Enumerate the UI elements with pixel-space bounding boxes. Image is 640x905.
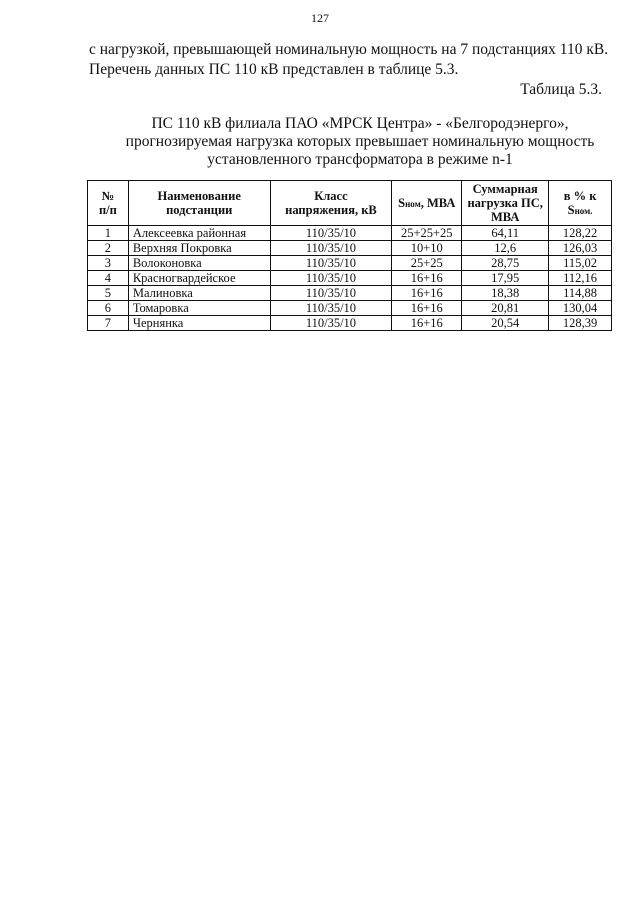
table-row — [88, 241, 612, 256]
cell-total-load: 28,75 — [462, 256, 549, 271]
body-line-1: с нагрузкой, превышающей номинальную мощность на 7 подстанциях 110 кВ. — [89, 41, 609, 58]
cell-substation-name: Чернянка — [128, 316, 270, 331]
cell-percent: 126,03 — [549, 241, 612, 256]
cell-total-load: 64,11 — [462, 226, 549, 241]
page-number: 127 — [311, 11, 329, 25]
table-row — [88, 271, 612, 286]
cell-total-load: 12,6 — [462, 241, 549, 256]
header-substation-name: Наименование подстанции — [128, 181, 270, 226]
cell-percent: 128,22 — [549, 226, 612, 241]
cell-number: 2 — [88, 241, 129, 256]
cell-voltage-class: 110/35/10 — [270, 271, 392, 286]
cell-number: 6 — [88, 301, 129, 316]
table-label: Таблица 5.3. — [520, 81, 602, 98]
cell-total-load: 20,81 — [462, 301, 549, 316]
cell-voltage-class: 110/35/10 — [270, 316, 392, 331]
cell-total-load: 18,38 — [462, 286, 549, 301]
cell-percent: 128,39 — [549, 316, 612, 331]
cell-voltage-class: 110/35/10 — [270, 226, 392, 241]
cell-nominal-power: 25+25+25 — [392, 226, 462, 241]
table-caption — [100, 115, 620, 169]
cell-percent: 115,02 — [549, 256, 612, 271]
cell-voltage-class: 110/35/10 — [270, 286, 392, 301]
table-header-row — [88, 181, 612, 226]
table-row — [88, 316, 612, 331]
cell-substation-name: Томаровка — [128, 301, 270, 316]
cell-substation-name: Красногвардейское — [128, 271, 270, 286]
cell-number: 4 — [88, 271, 129, 286]
cell-total-load: 17,95 — [462, 271, 549, 286]
cell-nominal-power: 16+16 — [392, 301, 462, 316]
cell-percent: 112,16 — [549, 271, 612, 286]
cell-number: 1 — [88, 226, 129, 241]
header-voltage-class: Класс напряжения, кВ — [270, 181, 392, 226]
table-row — [88, 301, 612, 316]
cell-total-load: 20,54 — [462, 316, 549, 331]
body-paragraph — [89, 40, 619, 80]
cell-number: 7 — [88, 316, 129, 331]
cell-percent: 130,04 — [549, 301, 612, 316]
cell-nominal-power: 10+10 — [392, 241, 462, 256]
cell-nominal-power: 16+16 — [392, 286, 462, 301]
table-row — [88, 256, 612, 271]
caption-line-2: прогнозируемая нагрузка которых превышает номинальную мощность — [125, 133, 595, 150]
cell-nominal-power: 16+16 — [392, 316, 462, 331]
header-number: № п/п — [88, 181, 129, 226]
table-row — [88, 286, 612, 301]
caption-line-1: ПС 110 кВ филиала ПАО «МРСК Центра» - «Белгородэнерго», — [151, 115, 569, 132]
cell-substation-name: Малиновка — [128, 286, 270, 301]
cell-voltage-class: 110/35/10 — [270, 241, 392, 256]
cell-substation-name: Алексеевка районная — [128, 226, 270, 241]
cell-voltage-class: 110/35/10 — [270, 256, 392, 271]
cell-nominal-power: 25+25 — [392, 256, 462, 271]
cell-percent: 114,88 — [549, 286, 612, 301]
header-nominal-power: Sном, МВА — [392, 181, 462, 226]
cell-number: 3 — [88, 256, 129, 271]
substations-table — [87, 180, 612, 331]
body-line-2: Перечень данных ПС 110 кВ представлен в таблице 5.3. — [89, 61, 459, 78]
cell-number: 5 — [88, 286, 129, 301]
cell-voltage-class: 110/35/10 — [270, 301, 392, 316]
cell-substation-name: Верхняя Покровка — [128, 241, 270, 256]
header-total-load: Суммарная нагрузка ПС, МВА — [462, 181, 549, 226]
cell-nominal-power: 16+16 — [392, 271, 462, 286]
caption-line-3: установленного трансформатора в режиме n-1 — [207, 151, 513, 168]
table-row — [88, 226, 612, 241]
header-percent-of-nominal: в % к Sном. — [549, 181, 612, 226]
cell-substation-name: Волоконовка — [128, 256, 270, 271]
